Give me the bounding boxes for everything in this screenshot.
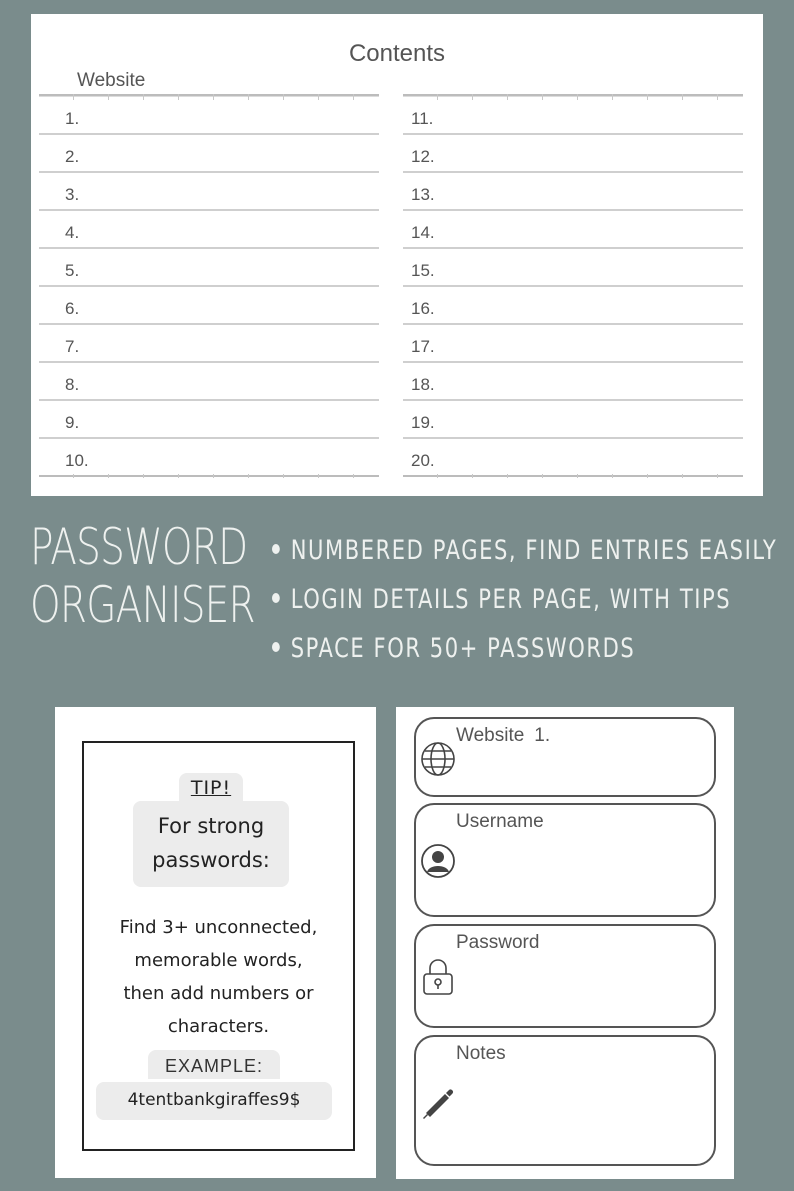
row-number: 1.	[65, 109, 80, 128]
contents-row	[403, 287, 743, 325]
feature-item	[272, 575, 777, 624]
tip-frame	[82, 741, 355, 1151]
row-number: 10.	[65, 451, 89, 470]
row-number: 18.	[411, 375, 435, 394]
contents-row	[39, 97, 379, 135]
row-number: 3.	[65, 185, 80, 204]
website-number: 1.	[534, 725, 551, 746]
tip-heading-line: For strong	[157, 814, 265, 838]
row-number: 5.	[65, 261, 80, 280]
entry-page	[396, 707, 734, 1179]
example-value: 4tentbankgiraffes9$	[96, 1082, 332, 1120]
contents-page	[31, 14, 763, 496]
row-number: 11.	[411, 109, 434, 128]
website-column-header: Website	[77, 70, 146, 91]
feature-item	[272, 624, 777, 673]
tip-body-line: Find 3+ unconnected,	[119, 917, 318, 938]
pen-icon	[420, 1083, 458, 1126]
globe-icon	[420, 741, 456, 782]
row-number: 2.	[65, 147, 80, 166]
bullet-icon	[272, 544, 280, 554]
tip-body	[84, 911, 353, 1043]
row-number: 19.	[411, 413, 435, 432]
contents-row	[403, 401, 743, 439]
contents-title: Contents	[348, 40, 446, 67]
password-label: Password	[456, 932, 540, 953]
feature-list	[272, 526, 777, 673]
notes-label: Notes	[456, 1043, 506, 1064]
row-number: 4.	[65, 223, 80, 242]
contents-row	[403, 173, 743, 211]
row-number: 6.	[65, 299, 80, 318]
contents-row	[403, 135, 743, 173]
contents-column-left	[39, 94, 379, 477]
example-label: EXAMPLE:	[148, 1050, 280, 1079]
website-field[interactable]	[414, 717, 716, 797]
bullet-icon	[272, 593, 280, 603]
tip-page	[55, 707, 376, 1178]
row-number: 20.	[411, 451, 435, 470]
website-label	[456, 725, 550, 747]
contents-row	[403, 439, 743, 477]
tip-body-line: characters.	[167, 1016, 270, 1037]
tip-tab	[179, 773, 243, 801]
row-number: 16.	[411, 299, 435, 318]
contents-row	[39, 173, 379, 211]
row-number: 8.	[65, 375, 80, 394]
feature-text: NUMBERED PAGES, FIND ENTRIES EASILY	[290, 535, 778, 566]
contents-row	[403, 249, 743, 287]
contents-row	[39, 401, 379, 439]
headline-line-2: ORGANISER	[30, 576, 255, 634]
headline	[30, 518, 255, 634]
contents-row	[403, 363, 743, 401]
contents-row	[403, 325, 743, 363]
bullet-icon	[272, 642, 280, 652]
tip-body-line: then add numbers or	[123, 983, 314, 1004]
row-number: 17.	[411, 337, 435, 356]
tip-card	[133, 773, 289, 887]
contents-row	[39, 135, 379, 173]
row-number: 12.	[411, 147, 435, 166]
padlock-icon	[420, 956, 456, 1001]
contents-row	[39, 249, 379, 287]
user-icon	[420, 843, 456, 884]
row-number: 15.	[411, 261, 435, 280]
feature-item	[272, 526, 777, 575]
username-label: Username	[456, 811, 544, 832]
headline-line-1: PASSWORD	[30, 518, 248, 576]
tip-body-line: memorable words,	[134, 950, 303, 971]
notes-field[interactable]	[414, 1035, 716, 1166]
contents-row	[39, 325, 379, 363]
feature-text: SPACE FOR 50+ PASSWORDS	[290, 633, 636, 664]
contents-row	[39, 439, 379, 477]
contents-row	[39, 211, 379, 249]
contents-column-right	[403, 94, 743, 477]
password-field[interactable]	[414, 924, 716, 1028]
tip-tab-label: TIP!	[190, 777, 232, 799]
row-number: 14.	[411, 223, 435, 242]
row-number: 13.	[411, 185, 435, 204]
contents-row	[39, 363, 379, 401]
username-field[interactable]	[414, 803, 716, 917]
row-number: 7.	[65, 337, 80, 356]
tip-heading	[133, 801, 289, 887]
tip-heading-line: passwords:	[152, 848, 270, 872]
row-number: 9.	[65, 413, 80, 432]
website-label-text: Website	[456, 725, 525, 746]
contents-row	[403, 211, 743, 249]
feature-text: LOGIN DETAILS PER PAGE, WITH TIPS	[290, 584, 732, 615]
contents-row	[39, 287, 379, 325]
contents-row	[403, 97, 743, 135]
